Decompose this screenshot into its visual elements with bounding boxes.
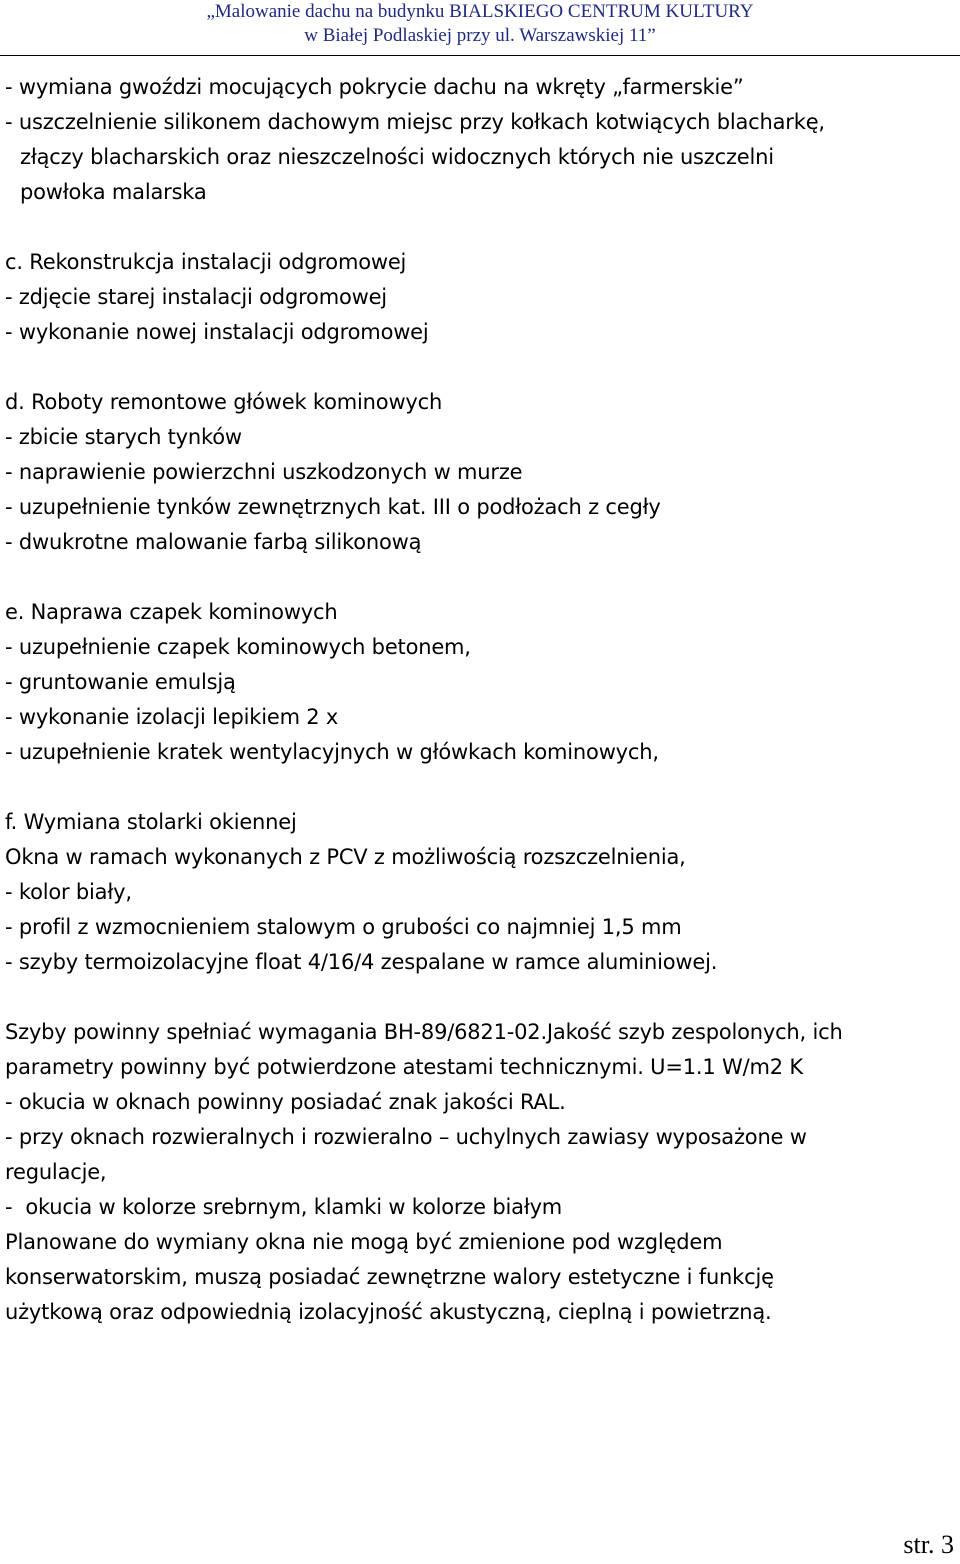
list-item: - okucia w kolorze srebrnym, klamki w kolorze białym (5, 1195, 563, 1219)
list-item: - uzupełnienie czapek kominowych betonem, (5, 635, 471, 659)
page-header (0, 0, 960, 48)
header-title-line-2: w Białej Podlaskiej przy ul. Warszawskiej 11” (304, 25, 656, 46)
header-title-line-1: „Malowanie dachu na budynku BIALSKIEGO CENTRUM KULTURY (206, 1, 754, 22)
section-e (5, 595, 955, 770)
spacer (5, 770, 955, 805)
section-heading: e. Naprawa czapek kominowych (5, 600, 338, 624)
paragraph-line: Planowane do wymiany okna nie mogą być zmienione pod względem (5, 1230, 723, 1254)
spacer (5, 350, 955, 385)
paragraph-line: użytkową oraz odpowiednią izolacyjność akustyczną, cieplną i powietrzną. (5, 1300, 772, 1324)
list-item: - uzupełnienie kratek wentylacyjnych w główkach kominowych, (5, 740, 659, 764)
section-d (5, 385, 955, 560)
section-heading: c. Rekonstrukcja instalacji odgromowej (5, 250, 407, 274)
list-item: - uszczelnienie silikonem dachowym miejsc przy kołkach kotwiących blacharkę, (5, 110, 825, 134)
list-item: - dwukrotne malowanie farbą silikonową (5, 530, 422, 554)
spacer (5, 210, 955, 245)
document-body (5, 70, 955, 1330)
paragraph-line: parametry powinny być potwierdzone atestami technicznymi. U=1.1 W/m2 K (5, 1055, 803, 1079)
paragraph-line: Okna w ramach wykonanych z PCV z możliwością rozszczelnienia, (5, 845, 686, 869)
list-item: - kolor biały, (5, 880, 132, 904)
list-item: - profil z wzmocnieniem stalowym o grubości co najmniej 1,5 mm (5, 915, 682, 939)
list-item: - okucia w oknach powinny posiadać znak jakości RAL. (5, 1090, 566, 1114)
intro-list (5, 70, 955, 210)
list-item: - szyby termoizolacyjne float 4/16/4 zespalane w ramce aluminiowej. (5, 950, 718, 974)
list-item: - naprawienie powierzchni uszkodzonych w murze (5, 460, 523, 484)
spacer (5, 560, 955, 595)
list-item: - zbicie starych tynków (5, 425, 242, 449)
list-item-continuation: regulacje, (5, 1160, 107, 1184)
section-f-requirements (5, 1015, 955, 1330)
list-item: - wymiana gwoździ mocujących pokrycie dachu na wkręty „farmerskie” (5, 75, 744, 99)
list-item: - uzupełnienie tynków zewnętrznych kat. III o podłożach z cegły (5, 495, 661, 519)
list-item: - przy oknach rozwieralnych i rozwieralno – uchylnych zawiasy wyposażone w (5, 1125, 807, 1149)
paragraph-line: Szyby powinny spełniać wymagania BH-89/6821-02.Jakość szyb zespolonych, ich (5, 1020, 843, 1044)
list-item: - zdjęcie starej instalacji odgromowej (5, 285, 387, 309)
section-c (5, 245, 955, 350)
section-f (5, 805, 955, 980)
list-item-continuation: złączy blacharskich oraz nieszczelności widocznych których nie uszczelni (20, 145, 774, 169)
list-item: - gruntowanie emulsją (5, 670, 236, 694)
page-number: str. 3 (903, 1530, 954, 1559)
list-item: - wykonanie nowej instalacji odgromowej (5, 320, 429, 344)
spacer (5, 980, 955, 1015)
list-item: - wykonanie izolacji lepikiem 2 x (5, 705, 339, 729)
list-item-continuation: powłoka malarska (20, 180, 207, 204)
section-heading: f. Wymiana stolarki okiennej (5, 810, 297, 834)
paragraph-line: konserwatorskim, muszą posiadać zewnętrzne walory estetyczne i funkcję (5, 1265, 774, 1289)
header-divider (0, 55, 960, 56)
section-heading: d. Roboty remontowe główek kominowych (5, 390, 443, 414)
